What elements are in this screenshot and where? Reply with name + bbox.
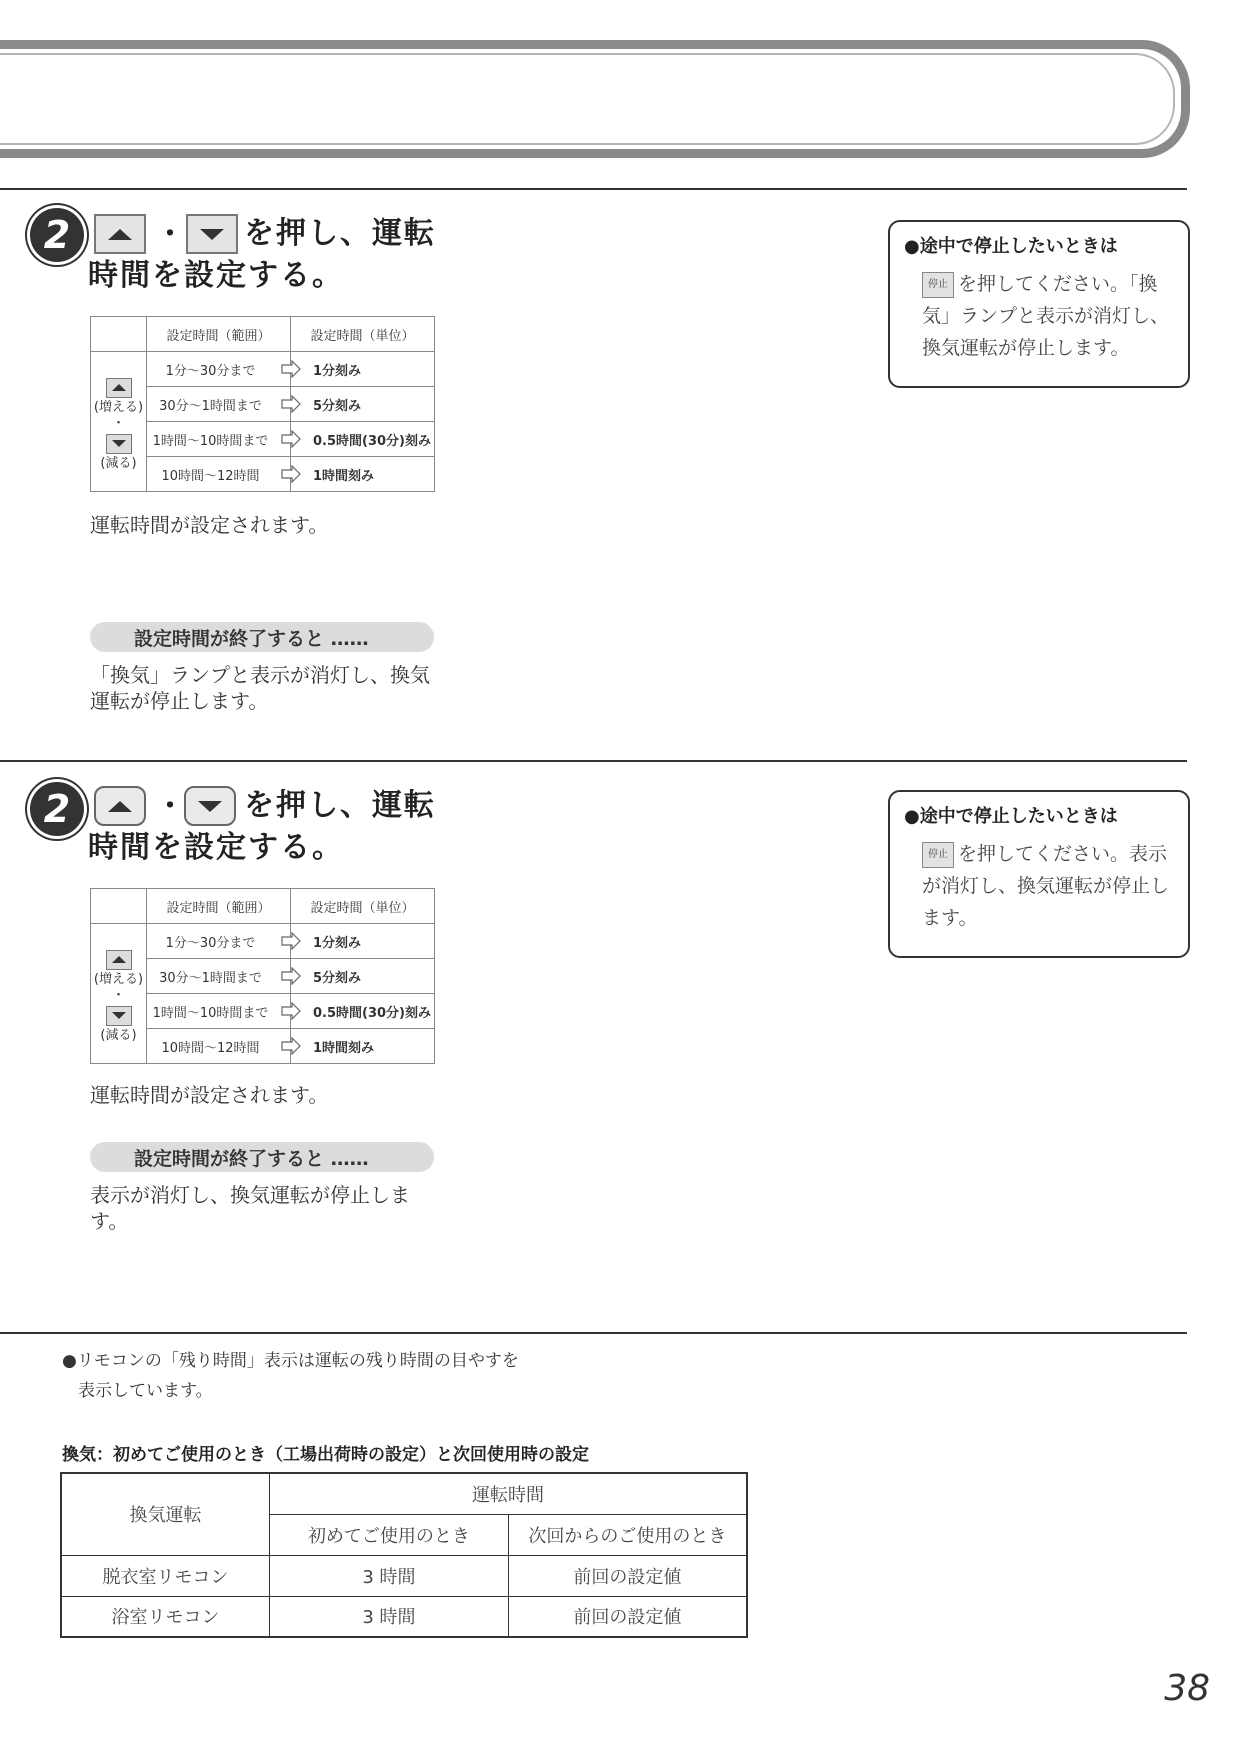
stop-note-box	[888, 790, 1190, 958]
note-bullet-line2: 表示しています。	[78, 1381, 213, 1401]
range-cell: 10時間〜12時間	[147, 457, 291, 492]
note-body: 停止 を押してください。「換 気」ランプと表示が消灯し、 換気運転が停止します。	[922, 273, 1170, 359]
range-cell: 10時間〜12時間	[147, 1029, 291, 1064]
arrow-icon	[281, 360, 301, 378]
up-mini-icon	[106, 378, 132, 398]
table-header-unit: 設定時間（単位）	[291, 317, 435, 352]
arrow-icon	[281, 967, 301, 985]
table-corner	[91, 889, 147, 924]
range-cell: 30分〜1時間まで	[147, 387, 291, 422]
up-mini-icon	[106, 950, 132, 970]
row-name: 浴室リモコン	[61, 1596, 270, 1637]
range-cell: 1分〜30分まで	[147, 924, 291, 959]
unit-cell: 1分刻み	[291, 924, 435, 959]
dot-separator: ・	[111, 415, 125, 431]
note-title: ●途中で停止したいときは	[904, 806, 1118, 827]
stop-key-icon: 停止	[922, 842, 954, 868]
note-body: 停止 を押してください。表示 が消灯し、換気運転が停止し ます。	[922, 843, 1170, 929]
table-header-range: 設定時間（範囲）	[147, 889, 291, 924]
step-heading-line1: を押し、運転	[244, 216, 436, 251]
section-rule-top	[0, 188, 1187, 190]
note-bullet-line1: ●リモコンの「残り時間」表示は運転の残り時間の目やすを	[62, 1351, 519, 1371]
button-legend	[91, 924, 147, 1064]
down-mini-icon	[106, 434, 132, 454]
end-pill: 設定時間が終了すると ……	[90, 1142, 434, 1172]
row-next: 前回の設定値	[508, 1555, 747, 1596]
decrease-label: (減る)	[100, 455, 137, 471]
time-setting-table	[90, 316, 435, 492]
range-cell: 1時間〜10時間まで	[147, 422, 291, 457]
row-first: 3 時間	[270, 1555, 509, 1596]
table-row	[61, 1555, 747, 1596]
step-heading-line1: を押し、運転	[244, 788, 436, 823]
unit-cell: 0.5時間(30分)刻み	[291, 994, 435, 1029]
unit-cell: 0.5時間(30分)刻み	[291, 422, 435, 457]
decrease-label: (減る)	[100, 1027, 137, 1043]
step-heading-line2: 時間を設定する。	[88, 830, 344, 865]
time-setting-table	[90, 888, 435, 1064]
unit-cell: 1時間刻み	[291, 1029, 435, 1064]
after-setting-text: 運転時間が設定されます。	[90, 513, 329, 537]
end-text-line1: 「換気」ランプと表示が消灯し、換気	[90, 663, 430, 687]
down-mini-icon	[106, 1006, 132, 1026]
stop-note-box	[888, 220, 1190, 388]
range-cell: 30分〜1時間まで	[147, 959, 291, 994]
settings-table	[60, 1472, 748, 1638]
section-rule-middle	[0, 760, 1187, 762]
table-corner	[91, 317, 147, 352]
unit-cell: 1時間刻み	[291, 457, 435, 492]
table-header-range: 設定時間（範囲）	[147, 317, 291, 352]
unit-cell: 5分刻み	[291, 387, 435, 422]
after-setting-text: 運転時間が設定されます。	[90, 1083, 329, 1107]
step-number-badge: 2	[30, 782, 84, 836]
separator: ・	[156, 789, 185, 822]
page-number: 38	[1164, 1668, 1210, 1709]
end-text-line1: 表示が消灯し、換気運転が停止しま	[90, 1183, 410, 1207]
up-button-icon	[94, 786, 146, 826]
table-row	[61, 1596, 747, 1637]
increase-label: (増える)	[93, 971, 144, 987]
arrow-icon	[281, 932, 301, 950]
increase-label: (増える)	[93, 399, 144, 415]
down-button-icon	[184, 786, 236, 826]
table-header-unit: 設定時間（単位）	[291, 889, 435, 924]
range-cell: 1分〜30分まで	[147, 352, 291, 387]
header-frame	[0, 40, 1190, 158]
col-next-use: 次回からのご使用のとき	[508, 1514, 747, 1555]
stop-key-icon: 停止	[922, 272, 954, 298]
settings-table-caption: 換気：初めてご使用のとき（工場出荷時の設定）と次回使用時の設定	[62, 1445, 589, 1465]
section-rule-bottom	[0, 1332, 1187, 1334]
arrow-icon	[281, 1002, 301, 1020]
dot-separator: ・	[111, 987, 125, 1003]
row-next: 前回の設定値	[508, 1596, 747, 1637]
down-button-icon	[186, 214, 238, 254]
step-heading-line2: 時間を設定する。	[88, 258, 344, 293]
row-name: 脱衣室リモコン	[61, 1555, 270, 1596]
end-pill: 設定時間が終了すると ……	[90, 622, 434, 652]
col-ventilation: 換気運転	[61, 1473, 270, 1555]
col-runtime: 運転時間	[270, 1473, 747, 1514]
end-text-line2: 運転が停止します。	[90, 689, 269, 713]
unit-cell: 5分刻み	[291, 959, 435, 994]
end-text-line2: す。	[90, 1209, 129, 1233]
arrow-icon	[281, 430, 301, 448]
button-legend	[91, 352, 147, 492]
arrow-icon	[281, 395, 301, 413]
col-first-use: 初めてご使用のとき	[270, 1514, 509, 1555]
up-button-icon	[94, 214, 146, 254]
step-number-badge: 2	[30, 208, 84, 262]
note-title: ●途中で停止したいときは	[904, 236, 1118, 257]
separator: ・	[156, 217, 185, 250]
range-cell: 1時間〜10時間まで	[147, 994, 291, 1029]
row-first: 3 時間	[270, 1596, 509, 1637]
arrow-icon	[281, 465, 301, 483]
arrow-icon	[281, 1037, 301, 1055]
unit-cell: 1分刻み	[291, 352, 435, 387]
